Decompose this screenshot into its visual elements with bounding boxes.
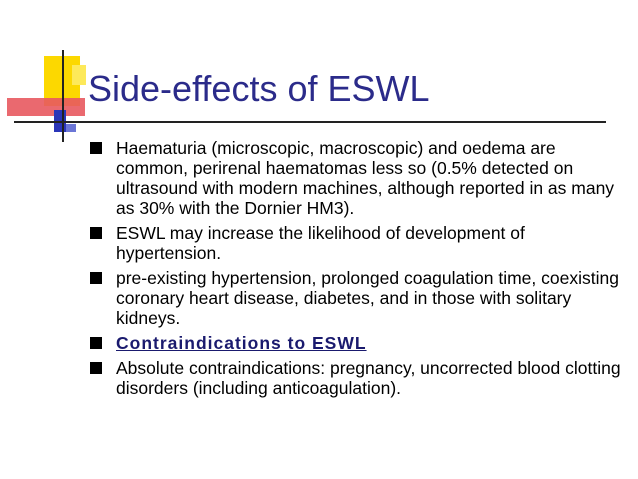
square-bullet-icon xyxy=(90,227,102,239)
square-bullet-icon xyxy=(90,272,102,284)
square-bullet-icon xyxy=(90,362,102,374)
decorative-red-bar xyxy=(7,98,85,116)
bullet-item-haematuria xyxy=(90,138,625,218)
bullet-list xyxy=(90,138,625,403)
bullet-item-contraindications-link[interactable] xyxy=(90,333,625,353)
decorative-yellow-accent xyxy=(72,65,86,85)
bullet-item-hypertension xyxy=(90,223,625,263)
slide-title: Side-effects of ESWL xyxy=(88,68,430,109)
bullet-text: pre-existing hypertension, prolonged coagulation time, coexisting coronary heart disease, diabetes, and in those with solitary kidneys. xyxy=(116,268,619,328)
square-bullet-icon xyxy=(90,142,102,154)
bullet-text: Haematuria (microscopic, macroscopic) and oedema are common, perirenal haematomas less so (0.5% detected on ultrasound with modern machines, although reported in as many as 30% with the Dornier HM3). xyxy=(116,138,615,218)
decorative-vertical-line xyxy=(62,50,64,142)
bullet-item-absolute-contraindications xyxy=(90,358,625,398)
title-underline xyxy=(14,121,606,123)
decorative-blue-accent xyxy=(66,124,76,132)
contraindications-link[interactable]: Contraindications to ESWL xyxy=(116,333,367,353)
bullet-item-risk-factors xyxy=(90,268,625,328)
bullet-text: Absolute contraindications: pregnancy, uncorrected blood clotting disorders (including anticoagulation). xyxy=(116,358,621,398)
square-bullet-icon xyxy=(90,337,102,349)
bullet-text: ESWL may increase the likelihood of development of hypertension. xyxy=(116,223,525,263)
